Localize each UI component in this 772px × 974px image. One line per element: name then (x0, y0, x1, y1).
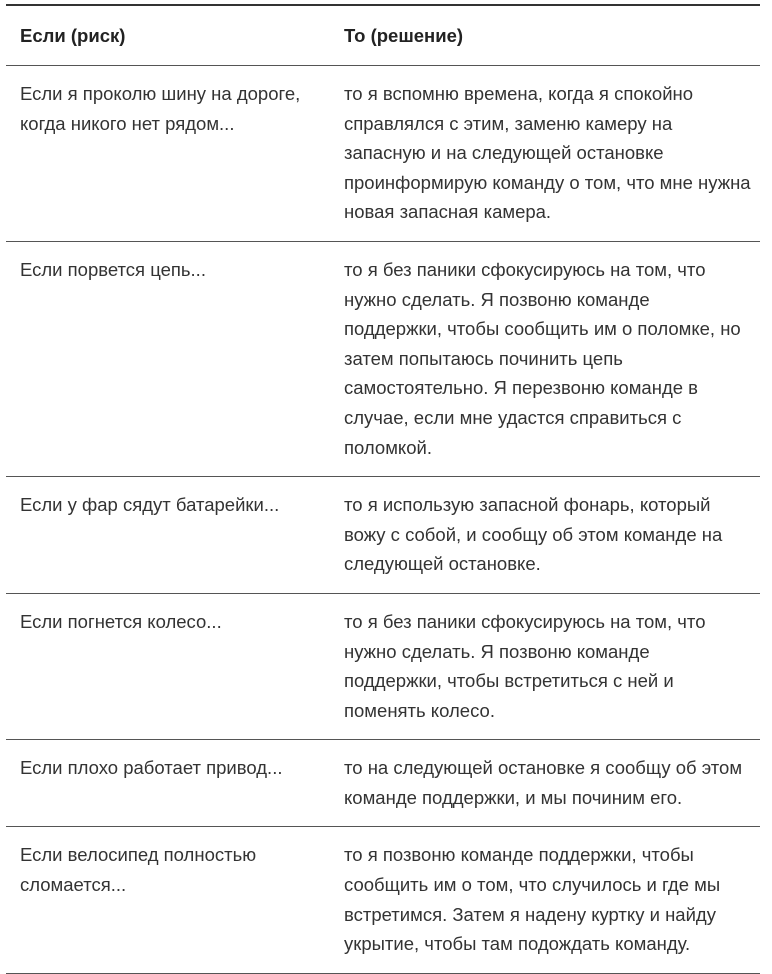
risk-cell: Если я проколю шину на дороге, когда никого нет рядом... (6, 66, 330, 242)
risk-cell: Если порвется цепь... (6, 241, 330, 476)
risk-solution-table (6, 4, 760, 974)
solution-cell: то я без паники сфокусируюсь на том, что нужно сделать. Я позвоню команде поддержки, чтобы сообщить им о поломке, но затем попытаюсь починить цепь самостоятельно. Я перезвоню команде в случае, если мне удастся справиться с поломкой. (330, 241, 760, 476)
table-row (6, 241, 760, 476)
table-row (6, 66, 760, 242)
table-row (6, 593, 760, 739)
table-row (6, 827, 760, 973)
table-row (6, 740, 760, 827)
header-row (6, 5, 760, 66)
solution-cell: то я использую запасной фонарь, который вожу с собой, и сообщу об этом команде на следующей остановке. (330, 477, 760, 594)
solution-cell: то на следующей остановке я сообщу об этом команде поддержки, и мы починим его. (330, 740, 760, 827)
solution-cell: то я позвоню команде поддержки, чтобы сообщить им о том, что случилось и где мы встретимся. Затем я надену куртку и найду укрытие, чтобы там подождать команду. (330, 827, 760, 973)
risk-cell: Если плохо работает привод... (6, 740, 330, 827)
solution-cell: то я вспомню времена, когда я спокойно справлялся с этим, заменю камеру на запасную и на следующей остановке проинформирую команду о том, что мне нужна новая запасная камера. (330, 66, 760, 242)
solution-cell: то я без паники сфокусируюсь на том, что нужно сделать. Я позвоню команде поддержки, чтобы встретиться с ней и поменять колесо. (330, 593, 760, 739)
risk-cell: Если велосипед полностью сломается... (6, 827, 330, 973)
risk-cell: Если у фар сядут батарейки... (6, 477, 330, 594)
table-row (6, 477, 760, 594)
risk-cell: Если погнется колесо... (6, 593, 330, 739)
header-then-solution: То (решение) (330, 5, 760, 66)
header-if-risk: Если (риск) (6, 5, 330, 66)
